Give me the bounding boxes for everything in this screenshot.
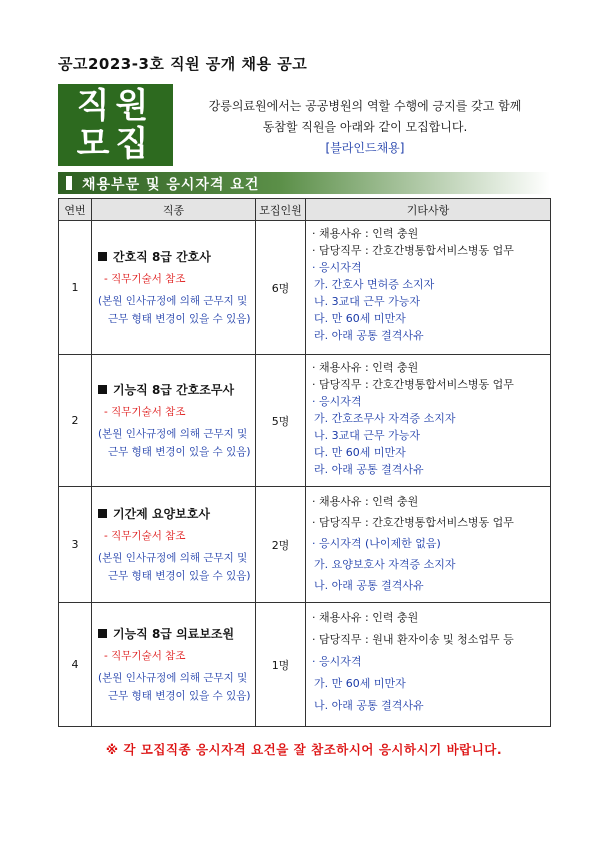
qual-item: 가. 간호조무사 자격증 소지자 — [314, 412, 456, 425]
badge-line-2: 모집 — [76, 124, 155, 164]
qual-item: 나. 아래 공통 결격사유 — [314, 699, 424, 712]
job-cell — [92, 221, 256, 355]
qual-item: 가. 요양보호사 자격증 소지자 — [314, 558, 456, 571]
blind-recruit-tag: [블라인드채용] — [325, 141, 405, 155]
reason: · 채용사유 : 인력 충원 — [312, 227, 419, 240]
square-bullet-icon — [98, 252, 107, 261]
recruitment-table — [58, 198, 551, 727]
job-cell — [92, 487, 256, 603]
intro-text — [180, 96, 550, 159]
job-title: 기능직 8급 의료보조원 — [113, 626, 235, 641]
reason: · 채용사유 : 인력 충원 — [312, 495, 419, 508]
section-marker-icon — [66, 176, 72, 190]
duty: · 담당직무 : 원내 환자이송 및 청소업무 등 — [312, 633, 514, 646]
row-count: 2명 — [256, 487, 306, 603]
qual-item: 다. 만 60세 미만자 — [314, 446, 406, 459]
square-bullet-icon — [98, 509, 107, 518]
job-title: 기간제 요양보호사 — [113, 506, 210, 521]
job-ref: - 직무기술서 참조 — [104, 649, 186, 662]
job-cell — [92, 355, 256, 487]
row-count: 1명 — [256, 603, 306, 727]
qual-item: 다. 만 60세 미만자 — [314, 312, 406, 325]
duty: · 담당직무 : 간호간병통합서비스병동 업무 — [312, 244, 514, 257]
etc-cell — [306, 221, 551, 355]
row-count: 6명 — [256, 221, 306, 355]
job-note-1: (본원 인사규정에 의해 근무지 및 — [98, 427, 248, 440]
table-row — [59, 487, 551, 603]
row-num: 4 — [59, 603, 92, 727]
job-note-2: 근무 형태 변경이 있을 수 있음) — [108, 569, 251, 582]
row-num: 1 — [59, 221, 92, 355]
etc-cell — [306, 603, 551, 727]
badge-line-1: 직원 — [76, 86, 155, 126]
job-note-2: 근무 형태 변경이 있을 수 있음) — [108, 689, 251, 702]
job-note-1: (본원 인사규정에 의해 근무지 및 — [98, 551, 248, 564]
reason: · 채용사유 : 인력 충원 — [312, 361, 419, 374]
etc-cell — [306, 487, 551, 603]
header-job: 직종 — [92, 199, 256, 221]
recruit-badge — [58, 84, 173, 166]
job-ref: - 직무기술서 참조 — [104, 272, 186, 285]
row-num: 3 — [59, 487, 92, 603]
table-header-row — [59, 199, 551, 221]
job-note-1: (본원 인사규정에 의해 근무지 및 — [98, 294, 248, 307]
etc-cell — [306, 355, 551, 487]
qual-item: 나. 3교대 근무 가능자 — [314, 429, 420, 442]
section-header-bar — [58, 172, 550, 194]
qual-item: 가. 만 60세 미만자 — [314, 677, 406, 690]
qual-item: 나. 아래 공통 결격사유 — [314, 579, 424, 592]
job-note-2: 근무 형태 변경이 있을 수 있음) — [108, 445, 251, 458]
header-etc: 기타사항 — [306, 199, 551, 221]
document-title: 공고2023-3호 직원 공개 채용 공고 — [58, 55, 308, 73]
square-bullet-icon — [98, 385, 107, 394]
square-bullet-icon — [98, 629, 107, 638]
header-num: 연번 — [59, 199, 92, 221]
header-count: 모집인원 — [256, 199, 306, 221]
qual-item: 라. 아래 공통 결격사유 — [314, 329, 424, 342]
table-row — [59, 603, 551, 727]
job-cell — [92, 603, 256, 727]
duty: · 담당직무 : 간호간병통합서비스병동 업무 — [312, 378, 514, 391]
qual: · 응시자격 — [312, 395, 362, 408]
intro-line-1: 강릉의료원에서는 공공병원의 역할 수행에 긍지를 갖고 함께 — [208, 99, 522, 113]
qual-item: 나. 3교대 근무 가능자 — [314, 295, 420, 308]
qual: · 응시자격 (나이제한 없음) — [312, 537, 441, 550]
intro-line-2: 동참할 직원을 아래와 같이 모집합니다. — [262, 120, 468, 134]
row-count: 5명 — [256, 355, 306, 487]
row-num: 2 — [59, 355, 92, 487]
job-ref: - 직무기술서 참조 — [104, 529, 186, 542]
job-note-2: 근무 형태 변경이 있을 수 있음) — [108, 312, 251, 325]
footer-notice: ※ 각 모집직종 응시자격 요건을 잘 참조하시어 응시하시기 바랍니다. — [105, 742, 503, 757]
qual: · 응시자격 — [312, 261, 362, 274]
section-title: 채용부문 및 응시자격 요건 — [82, 177, 260, 193]
table-row — [59, 355, 551, 487]
reason: · 채용사유 : 인력 충원 — [312, 611, 419, 624]
qual: · 응시자격 — [312, 655, 362, 668]
job-note-1: (본원 인사규정에 의해 근무지 및 — [98, 671, 248, 684]
job-title: 간호직 8급 간호사 — [113, 249, 211, 264]
duty: · 담당직무 : 간호간병통합서비스병동 업무 — [312, 516, 514, 529]
table-row — [59, 221, 551, 355]
qual-item: 가. 간호사 면허증 소지자 — [314, 278, 435, 291]
qual-item: 라. 아래 공통 결격사유 — [314, 463, 424, 476]
job-title: 기능직 8급 간호조무사 — [113, 382, 235, 397]
job-ref: - 직무기술서 참조 — [104, 405, 186, 418]
